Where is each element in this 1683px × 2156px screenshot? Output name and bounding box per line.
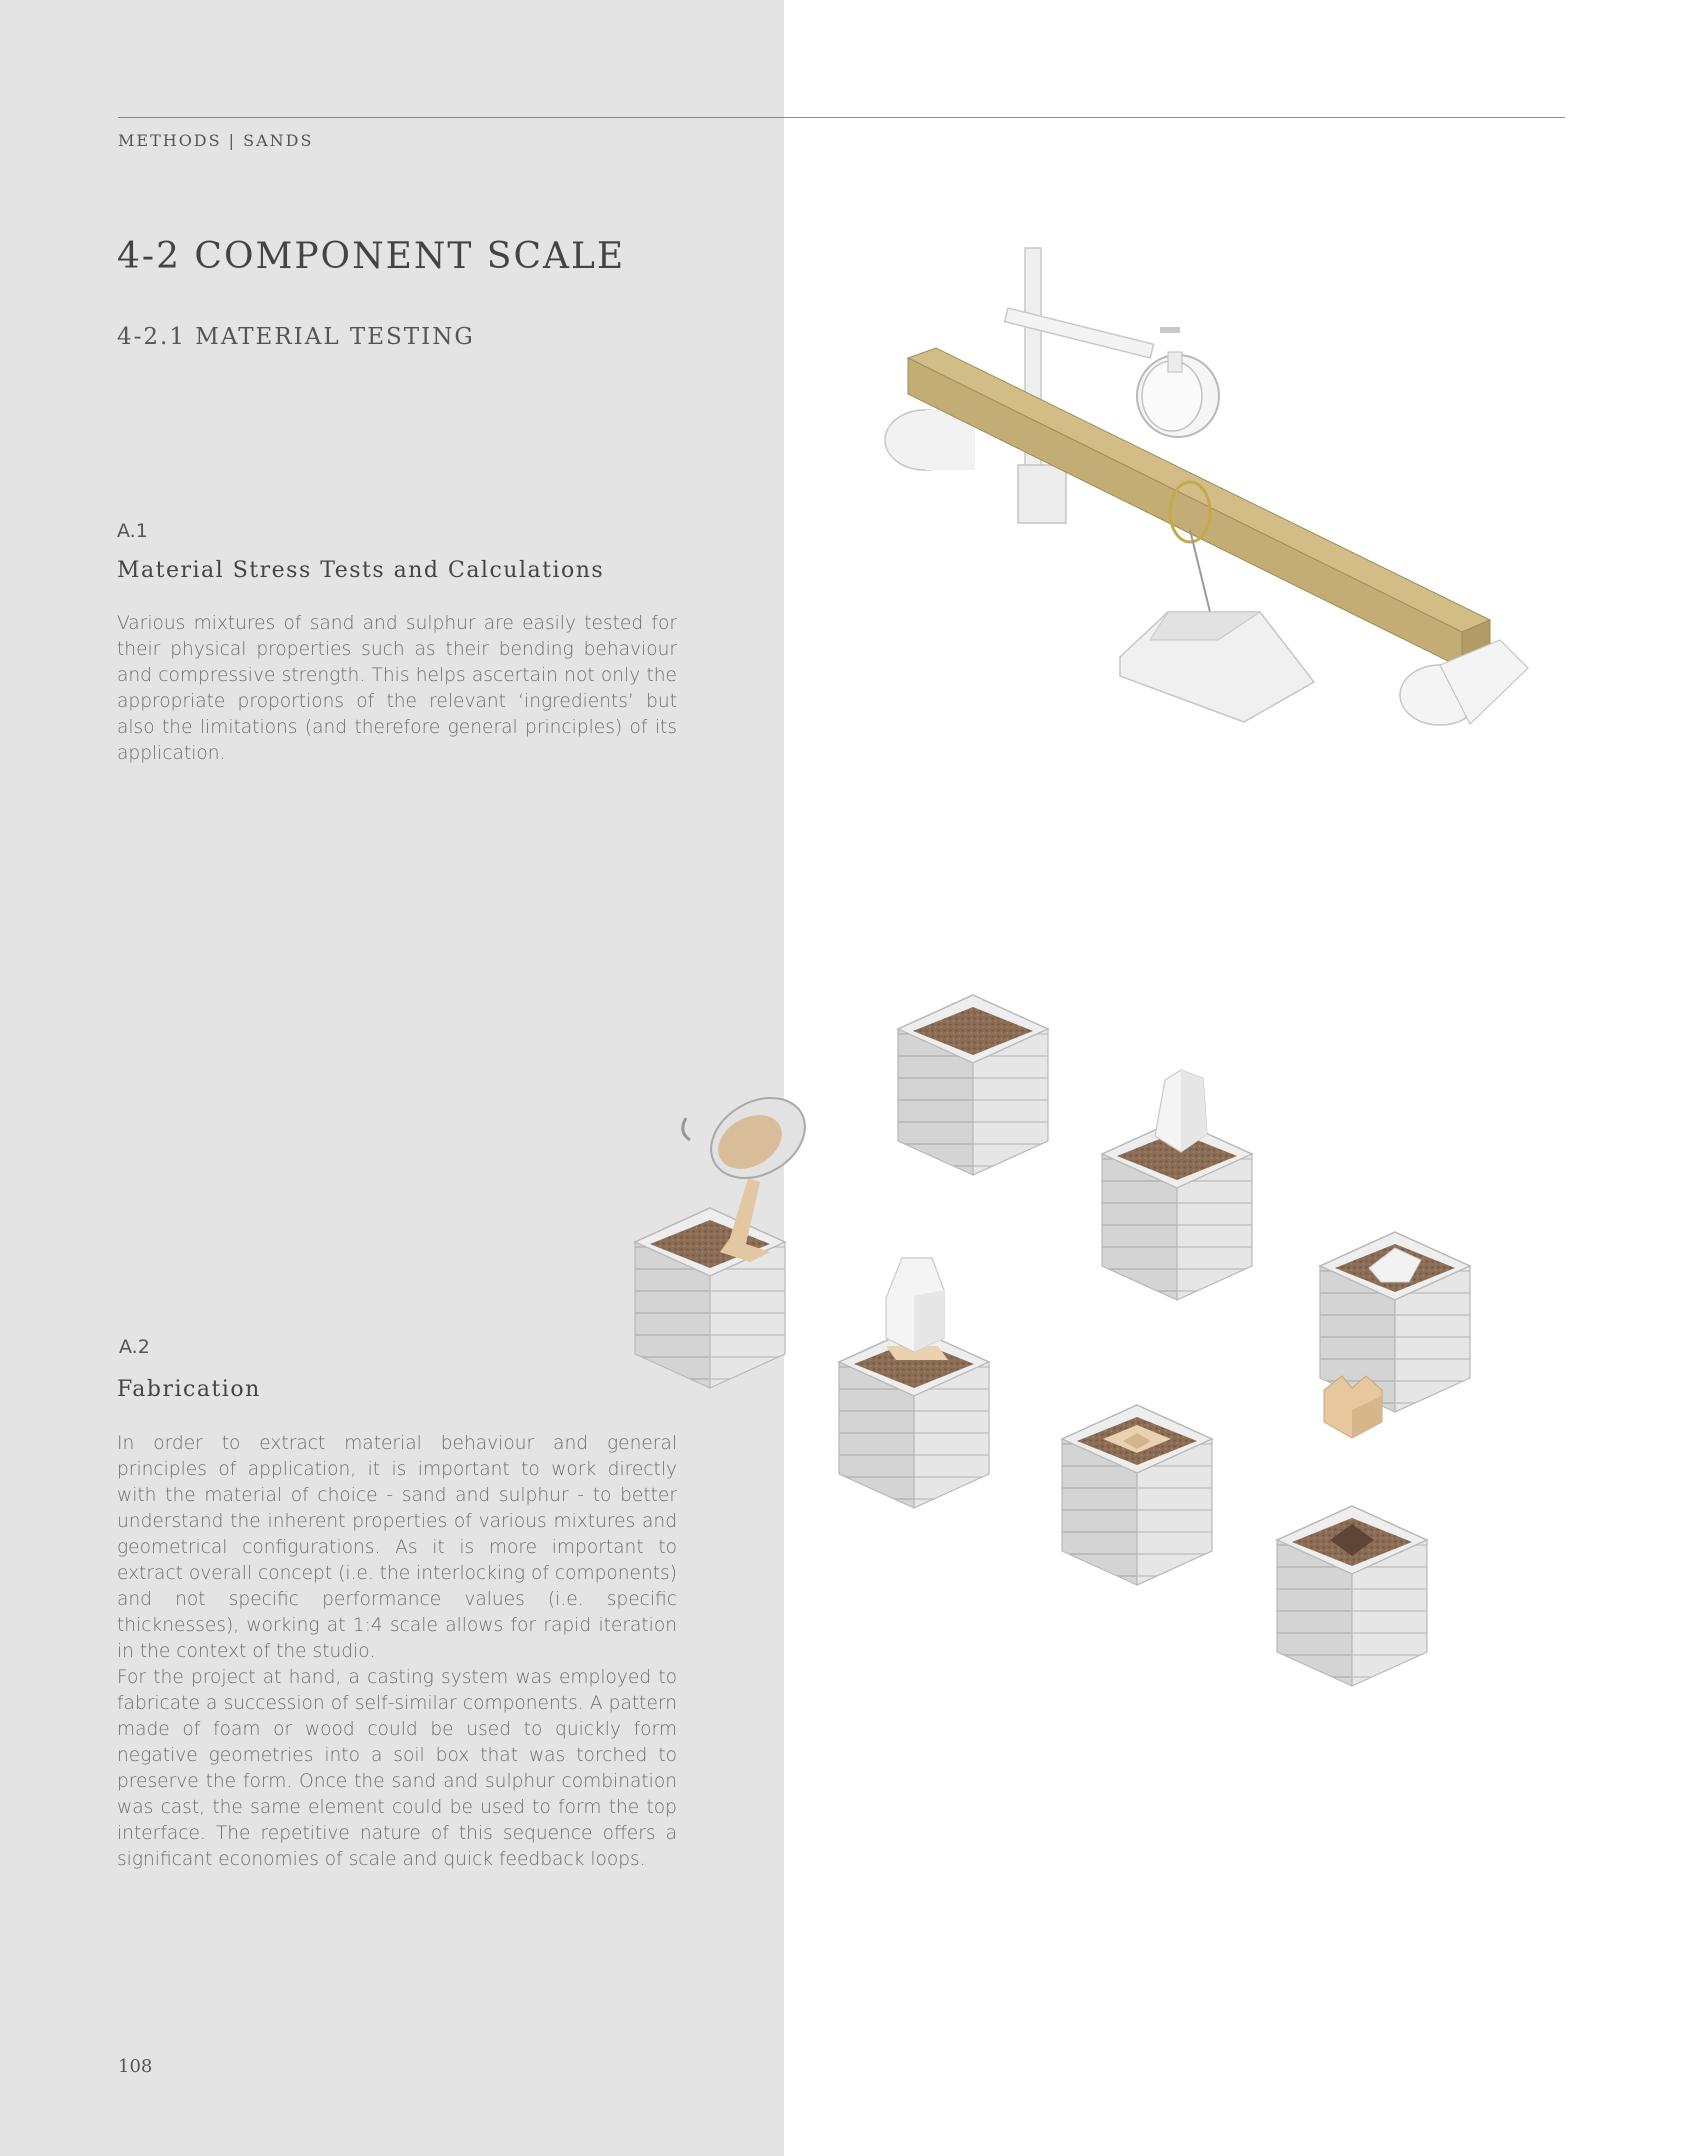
soil-box-5 — [1062, 1405, 1212, 1585]
soil-box-4 — [839, 1258, 989, 1508]
soil-box-pouring — [635, 1082, 819, 1388]
page-title: 4-2 COMPONENT SCALE — [117, 236, 626, 277]
section-a1-heading: Material Stress Tests and Calculations — [117, 558, 605, 583]
section-a2-heading: Fabrication — [117, 1377, 261, 1402]
soil-box-1 — [898, 995, 1048, 1175]
section-a2-label: A.2 — [119, 1336, 150, 1358]
bending-test-illustration — [885, 248, 1528, 725]
section-a2-paragraph-1: In order to extract material behaviour and general principles of application, it is important to work directly with the material of choice - sand and sulphur - to better understand the inherent properties of various mixtures and geometrical configurations. As it is more important to extract overall concept (i.e. the interlocking of components) and not specific performance values (i.e. specific thicknesses), working at 1:4 scale allows for rapid iteration in the context of the studio. — [117, 1433, 677, 1662]
section-a2-paragraph-2: For the project at hand, a casting system was employed to fabricate a succession of self-similar components. A pattern made of foam or wood could be used to quickly form negative geometries into a soil box that was torched to preserve the form. Once the sand and sulphur combination was cast, the same element could be used to form the top interface. The repetitive nature of this sequence offers a significant economies of scale and quick feedback loops. — [117, 1667, 677, 1870]
page-number: 108 — [118, 2056, 153, 2077]
section-a1-paragraph: Various mixtures of sand and sulphur are easily tested for their physical properties such as their bending behaviour and compressive strength. This helps ascertain not only the appropriate proportions of the relevant ‘ingredients’ but also the limitations (and therefore general principles) of its application. — [117, 613, 677, 764]
section-a1-label: A.1 — [117, 520, 148, 542]
breadcrumb: METHODS | SANDS — [118, 131, 314, 150]
page-subtitle: 4-2.1 MATERIAL TESTING — [117, 324, 475, 350]
soil-box-2 — [1102, 1070, 1252, 1300]
soil-box-6 — [1277, 1376, 1427, 1686]
